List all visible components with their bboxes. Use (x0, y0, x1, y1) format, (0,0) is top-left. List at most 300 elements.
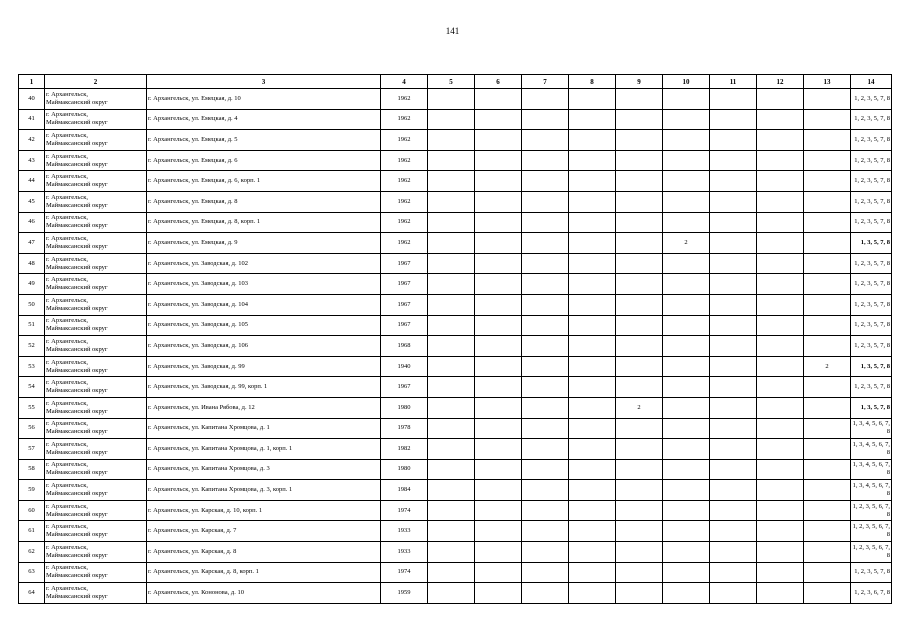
col12-cell (757, 459, 804, 480)
col11-cell (710, 274, 757, 295)
col5-cell (428, 109, 475, 130)
district-cell: г. Архангельск, Маймаксанский округ (45, 480, 147, 501)
col7-cell (522, 171, 569, 192)
col9-cell (616, 500, 663, 521)
header-cell: 11 (710, 75, 757, 89)
col6-cell (475, 459, 522, 480)
col13-cell (804, 583, 851, 604)
header-cell: 8 (569, 75, 616, 89)
address-cell: г. Архангельск, ул. Емецкая, д. 8, корп. 1 (147, 212, 381, 233)
col7-cell (522, 150, 569, 171)
year-cell: 1980 (381, 397, 428, 418)
district-cell: г. Архангельск, Маймаксанский округ (45, 171, 147, 192)
district-cell: г. Архангельск, Маймаксанский округ (45, 130, 147, 151)
col11-cell (710, 233, 757, 254)
address-cell: г. Архангельск, ул. Карская, д. 8 (147, 542, 381, 563)
col6-cell (475, 89, 522, 110)
year-cell: 1974 (381, 500, 428, 521)
col9-cell (616, 459, 663, 480)
col7-cell (522, 274, 569, 295)
address-cell: г. Архангельск, ул. Емецкая, д. 9 (147, 233, 381, 254)
col5-cell (428, 459, 475, 480)
col9-cell (616, 233, 663, 254)
col8-cell (569, 274, 616, 295)
district-cell: г. Архангельск, Маймаксанский округ (45, 212, 147, 233)
codes-cell: 1, 2, 3, 5, 7, 8 (851, 171, 892, 192)
col7-cell (522, 315, 569, 336)
year-cell: 1984 (381, 480, 428, 501)
col6-cell (475, 191, 522, 212)
col11-cell (710, 130, 757, 151)
header-cell: 12 (757, 75, 804, 89)
address-cell: г. Архангельск, ул. Заводская, д. 106 (147, 336, 381, 357)
col10-cell (663, 562, 710, 583)
col13-cell (804, 500, 851, 521)
district-cell: г. Архангельск, Маймаксанский округ (45, 583, 147, 604)
col6-cell (475, 418, 522, 439)
header-cell: 4 (381, 75, 428, 89)
row-number-cell: 53 (19, 356, 45, 377)
year-cell: 1967 (381, 315, 428, 336)
col10-cell (663, 191, 710, 212)
row-number-cell: 48 (19, 253, 45, 274)
col11-cell (710, 315, 757, 336)
table-row (19, 418, 892, 439)
row-number-cell: 42 (19, 130, 45, 151)
col6-cell (475, 171, 522, 192)
col11-cell (710, 294, 757, 315)
col10-cell: 2 (663, 233, 710, 254)
table-row (19, 253, 892, 274)
col6-cell (475, 315, 522, 336)
codes-cell: 1, 3, 5, 7, 8 (851, 356, 892, 377)
col12-cell (757, 336, 804, 357)
col6-cell (475, 356, 522, 377)
col8-cell (569, 233, 616, 254)
table-row (19, 439, 892, 460)
col11-cell (710, 150, 757, 171)
year-cell: 1967 (381, 253, 428, 274)
col12-cell (757, 480, 804, 501)
col12-cell (757, 562, 804, 583)
col11-cell (710, 212, 757, 233)
col9-cell (616, 583, 663, 604)
col11-cell (710, 336, 757, 357)
col6-cell (475, 150, 522, 171)
table-row (19, 459, 892, 480)
col13-cell (804, 480, 851, 501)
district-cell: г. Архангельск, Маймаксанский округ (45, 294, 147, 315)
col10-cell (663, 397, 710, 418)
col5-cell (428, 480, 475, 501)
col11-cell (710, 583, 757, 604)
col8-cell (569, 397, 616, 418)
col11-cell (710, 377, 757, 398)
col8-cell (569, 521, 616, 542)
row-number-cell: 56 (19, 418, 45, 439)
row-number-cell: 59 (19, 480, 45, 501)
table-row (19, 315, 892, 336)
col6-cell (475, 212, 522, 233)
col12-cell (757, 294, 804, 315)
col7-cell (522, 397, 569, 418)
year-cell: 1962 (381, 150, 428, 171)
header-cell: 6 (475, 75, 522, 89)
row-number-cell: 49 (19, 274, 45, 295)
col7-cell (522, 336, 569, 357)
col5-cell (428, 377, 475, 398)
col6-cell (475, 130, 522, 151)
district-cell: г. Архангельск, Маймаксанский округ (45, 233, 147, 254)
col10-cell (663, 109, 710, 130)
col6-cell (475, 583, 522, 604)
col6-cell (475, 562, 522, 583)
col5-cell (428, 150, 475, 171)
col13-cell (804, 253, 851, 274)
col5-cell (428, 89, 475, 110)
col12-cell (757, 397, 804, 418)
col8-cell (569, 294, 616, 315)
col7-cell (522, 418, 569, 439)
year-cell: 1967 (381, 274, 428, 295)
col13-cell (804, 150, 851, 171)
col13-cell (804, 89, 851, 110)
address-cell: г. Архангельск, ул. Заводская, д. 99 (147, 356, 381, 377)
col9-cell (616, 212, 663, 233)
col8-cell (569, 315, 616, 336)
col5-cell (428, 562, 475, 583)
row-number-cell: 64 (19, 583, 45, 604)
address-cell: г. Архангельск, ул. Заводская, д. 103 (147, 274, 381, 295)
year-cell: 1967 (381, 294, 428, 315)
col11-cell (710, 500, 757, 521)
district-cell: г. Архангельск, Маймаксанский округ (45, 500, 147, 521)
year-cell: 1933 (381, 542, 428, 563)
col11-cell (710, 418, 757, 439)
col9-cell: 2 (616, 397, 663, 418)
col7-cell (522, 562, 569, 583)
address-cell: г. Архангельск, ул. Капитана Хромцова, д. 3, корп. 1 (147, 480, 381, 501)
row-number-cell: 43 (19, 150, 45, 171)
col5-cell (428, 397, 475, 418)
row-number-cell: 60 (19, 500, 45, 521)
row-number-cell: 44 (19, 171, 45, 192)
col6-cell (475, 397, 522, 418)
col10-cell (663, 480, 710, 501)
address-cell: г. Архангельск, ул. Ивана Рябова, д. 12 (147, 397, 381, 418)
col13-cell (804, 397, 851, 418)
codes-cell: 1, 3, 5, 7, 8 (851, 397, 892, 418)
col10-cell (663, 253, 710, 274)
col8-cell (569, 459, 616, 480)
district-cell: г. Архангельск, Маймаксанский округ (45, 89, 147, 110)
col10-cell (663, 130, 710, 151)
col8-cell (569, 377, 616, 398)
col12-cell (757, 109, 804, 130)
col9-cell (616, 315, 663, 336)
col6-cell (475, 500, 522, 521)
col7-cell (522, 356, 569, 377)
col10-cell (663, 542, 710, 563)
table-row (19, 377, 892, 398)
year-cell: 1978 (381, 418, 428, 439)
codes-cell: 1, 2, 3, 5, 7, 8 (851, 191, 892, 212)
col8-cell (569, 109, 616, 130)
col5-cell (428, 212, 475, 233)
col5-cell (428, 500, 475, 521)
table-row (19, 233, 892, 254)
col13-cell (804, 542, 851, 563)
col13-cell (804, 521, 851, 542)
col7-cell (522, 130, 569, 151)
district-cell: г. Архангельск, Маймаксанский округ (45, 109, 147, 130)
col11-cell (710, 253, 757, 274)
col5-cell (428, 521, 475, 542)
col6-cell (475, 109, 522, 130)
col13-cell (804, 109, 851, 130)
col12-cell (757, 583, 804, 604)
col8-cell (569, 150, 616, 171)
col10-cell (663, 500, 710, 521)
header-cell: 1 (19, 75, 45, 89)
district-cell: г. Архангельск, Маймаксанский округ (45, 336, 147, 357)
table-row (19, 294, 892, 315)
col11-cell (710, 171, 757, 192)
col7-cell (522, 212, 569, 233)
header-row (19, 75, 892, 89)
header-cell: 2 (45, 75, 147, 89)
table-body (19, 89, 892, 604)
col11-cell (710, 191, 757, 212)
col8-cell (569, 418, 616, 439)
address-cell: г. Архангельск, ул. Карская, д. 7 (147, 521, 381, 542)
codes-cell: 1, 3, 4, 5, 6, 7, 8 (851, 480, 892, 501)
address-cell: г. Архангельск, ул. Заводская, д. 99, корп. 1 (147, 377, 381, 398)
district-cell: г. Архангельск, Маймаксанский округ (45, 397, 147, 418)
col9-cell (616, 150, 663, 171)
col13-cell (804, 233, 851, 254)
year-cell: 1967 (381, 377, 428, 398)
col10-cell (663, 356, 710, 377)
header-cell: 13 (804, 75, 851, 89)
col7-cell (522, 500, 569, 521)
col8-cell (569, 191, 616, 212)
col10-cell (663, 212, 710, 233)
col13-cell (804, 418, 851, 439)
table-row (19, 191, 892, 212)
row-number-cell: 46 (19, 212, 45, 233)
district-cell: г. Архангельск, Маймаксанский округ (45, 562, 147, 583)
col7-cell (522, 480, 569, 501)
col7-cell (522, 542, 569, 563)
col9-cell (616, 274, 663, 295)
col12-cell (757, 542, 804, 563)
table-row (19, 336, 892, 357)
col13-cell (804, 191, 851, 212)
district-cell: г. Архангельск, Маймаксанский округ (45, 377, 147, 398)
col13-cell (804, 459, 851, 480)
row-number-cell: 63 (19, 562, 45, 583)
col12-cell (757, 315, 804, 336)
col5-cell (428, 439, 475, 460)
year-cell: 1962 (381, 233, 428, 254)
col7-cell (522, 459, 569, 480)
col8-cell (569, 253, 616, 274)
row-number-cell: 58 (19, 459, 45, 480)
col6-cell (475, 274, 522, 295)
page-number: 141 (445, 26, 460, 36)
col9-cell (616, 253, 663, 274)
year-cell: 1982 (381, 439, 428, 460)
row-number-cell: 51 (19, 315, 45, 336)
col10-cell (663, 89, 710, 110)
address-cell: г. Архангельск, ул. Капитана Хромцова, д. 1 (147, 418, 381, 439)
col12-cell (757, 439, 804, 460)
col5-cell (428, 294, 475, 315)
year-cell: 1962 (381, 212, 428, 233)
col8-cell (569, 336, 616, 357)
col13-cell: 2 (804, 356, 851, 377)
col10-cell (663, 150, 710, 171)
row-number-cell: 62 (19, 542, 45, 563)
col9-cell (616, 130, 663, 151)
col9-cell (616, 336, 663, 357)
col11-cell (710, 542, 757, 563)
col13-cell (804, 315, 851, 336)
district-cell: г. Архангельск, Маймаксанский округ (45, 253, 147, 274)
table-row (19, 150, 892, 171)
col7-cell (522, 89, 569, 110)
district-cell: г. Архангельск, Маймаксанский округ (45, 459, 147, 480)
row-number-cell: 55 (19, 397, 45, 418)
table-row (19, 562, 892, 583)
col9-cell (616, 356, 663, 377)
col11-cell (710, 459, 757, 480)
col9-cell (616, 439, 663, 460)
header-cell: 14 (851, 75, 892, 89)
col12-cell (757, 418, 804, 439)
address-cell: г. Архангельск, ул. Емецкая, д. 4 (147, 109, 381, 130)
col12-cell (757, 500, 804, 521)
codes-cell: 1, 3, 5, 7, 8 (851, 233, 892, 254)
col6-cell (475, 542, 522, 563)
year-cell: 1974 (381, 562, 428, 583)
table-row (19, 130, 892, 151)
col13-cell (804, 562, 851, 583)
header-cell: 7 (522, 75, 569, 89)
col11-cell (710, 562, 757, 583)
col12-cell (757, 89, 804, 110)
table-row (19, 583, 892, 604)
col6-cell (475, 253, 522, 274)
codes-cell: 1, 2, 3, 5, 7, 8 (851, 109, 892, 130)
col5-cell (428, 418, 475, 439)
year-cell: 1968 (381, 336, 428, 357)
col9-cell (616, 89, 663, 110)
codes-cell: 1, 2, 3, 5, 7, 8 (851, 377, 892, 398)
col6-cell (475, 521, 522, 542)
registry-table (18, 74, 892, 604)
address-cell: г. Архангельск, ул. Заводская, д. 102 (147, 253, 381, 274)
table-row (19, 500, 892, 521)
codes-cell: 1, 2, 3, 5, 7, 8 (851, 274, 892, 295)
col12-cell (757, 130, 804, 151)
col13-cell (804, 130, 851, 151)
table-row (19, 521, 892, 542)
col5-cell (428, 171, 475, 192)
row-number-cell: 40 (19, 89, 45, 110)
year-cell: 1980 (381, 459, 428, 480)
table-row (19, 212, 892, 233)
col12-cell (757, 171, 804, 192)
address-cell: г. Архангельск, ул. Карская, д. 8, корп. 1 (147, 562, 381, 583)
col10-cell (663, 418, 710, 439)
address-cell: г. Архангельск, ул. Кононова, д. 10 (147, 583, 381, 604)
col8-cell (569, 356, 616, 377)
district-cell: г. Архангельск, Маймаксанский округ (45, 150, 147, 171)
col10-cell (663, 459, 710, 480)
address-cell: г. Архангельск, ул. Емецкая, д. 8 (147, 191, 381, 212)
row-number-cell: 52 (19, 336, 45, 357)
codes-cell: 1, 3, 4, 5, 6, 7, 8 (851, 418, 892, 439)
col5-cell (428, 274, 475, 295)
col12-cell (757, 191, 804, 212)
col5-cell (428, 130, 475, 151)
col9-cell (616, 521, 663, 542)
col10-cell (663, 336, 710, 357)
address-cell: г. Архангельск, ул. Емецкая, д. 10 (147, 89, 381, 110)
col7-cell (522, 109, 569, 130)
col7-cell (522, 439, 569, 460)
header-cell: 10 (663, 75, 710, 89)
col13-cell (804, 171, 851, 192)
district-cell: г. Архангельск, Маймаксанский округ (45, 439, 147, 460)
col7-cell (522, 253, 569, 274)
col7-cell (522, 294, 569, 315)
codes-cell: 1, 2, 3, 5, 7, 8 (851, 294, 892, 315)
table-row (19, 89, 892, 110)
col5-cell (428, 583, 475, 604)
address-cell: г. Архангельск, ул. Заводская, д. 105 (147, 315, 381, 336)
col12-cell (757, 356, 804, 377)
codes-cell: 1, 2, 3, 5, 6, 7, 8 (851, 521, 892, 542)
col13-cell (804, 377, 851, 398)
codes-cell: 1, 2, 3, 5, 7, 8 (851, 150, 892, 171)
codes-cell: 1, 2, 3, 5, 7, 8 (851, 89, 892, 110)
address-cell: г. Архангельск, ул. Емецкая, д. 6 (147, 150, 381, 171)
col12-cell (757, 233, 804, 254)
row-number-cell: 45 (19, 191, 45, 212)
codes-cell: 1, 2, 3, 5, 7, 8 (851, 212, 892, 233)
codes-cell: 1, 2, 3, 5, 7, 8 (851, 336, 892, 357)
col6-cell (475, 336, 522, 357)
col9-cell (616, 294, 663, 315)
col9-cell (616, 480, 663, 501)
col13-cell (804, 274, 851, 295)
col8-cell (569, 542, 616, 563)
col11-cell (710, 397, 757, 418)
col8-cell (569, 130, 616, 151)
codes-cell: 1, 2, 3, 5, 7, 8 (851, 315, 892, 336)
col12-cell (757, 212, 804, 233)
district-cell: г. Архангельск, Маймаксанский округ (45, 191, 147, 212)
header-cell: 3 (147, 75, 381, 89)
col8-cell (569, 480, 616, 501)
year-cell: 1940 (381, 356, 428, 377)
col7-cell (522, 377, 569, 398)
table-row (19, 109, 892, 130)
col13-cell (804, 336, 851, 357)
